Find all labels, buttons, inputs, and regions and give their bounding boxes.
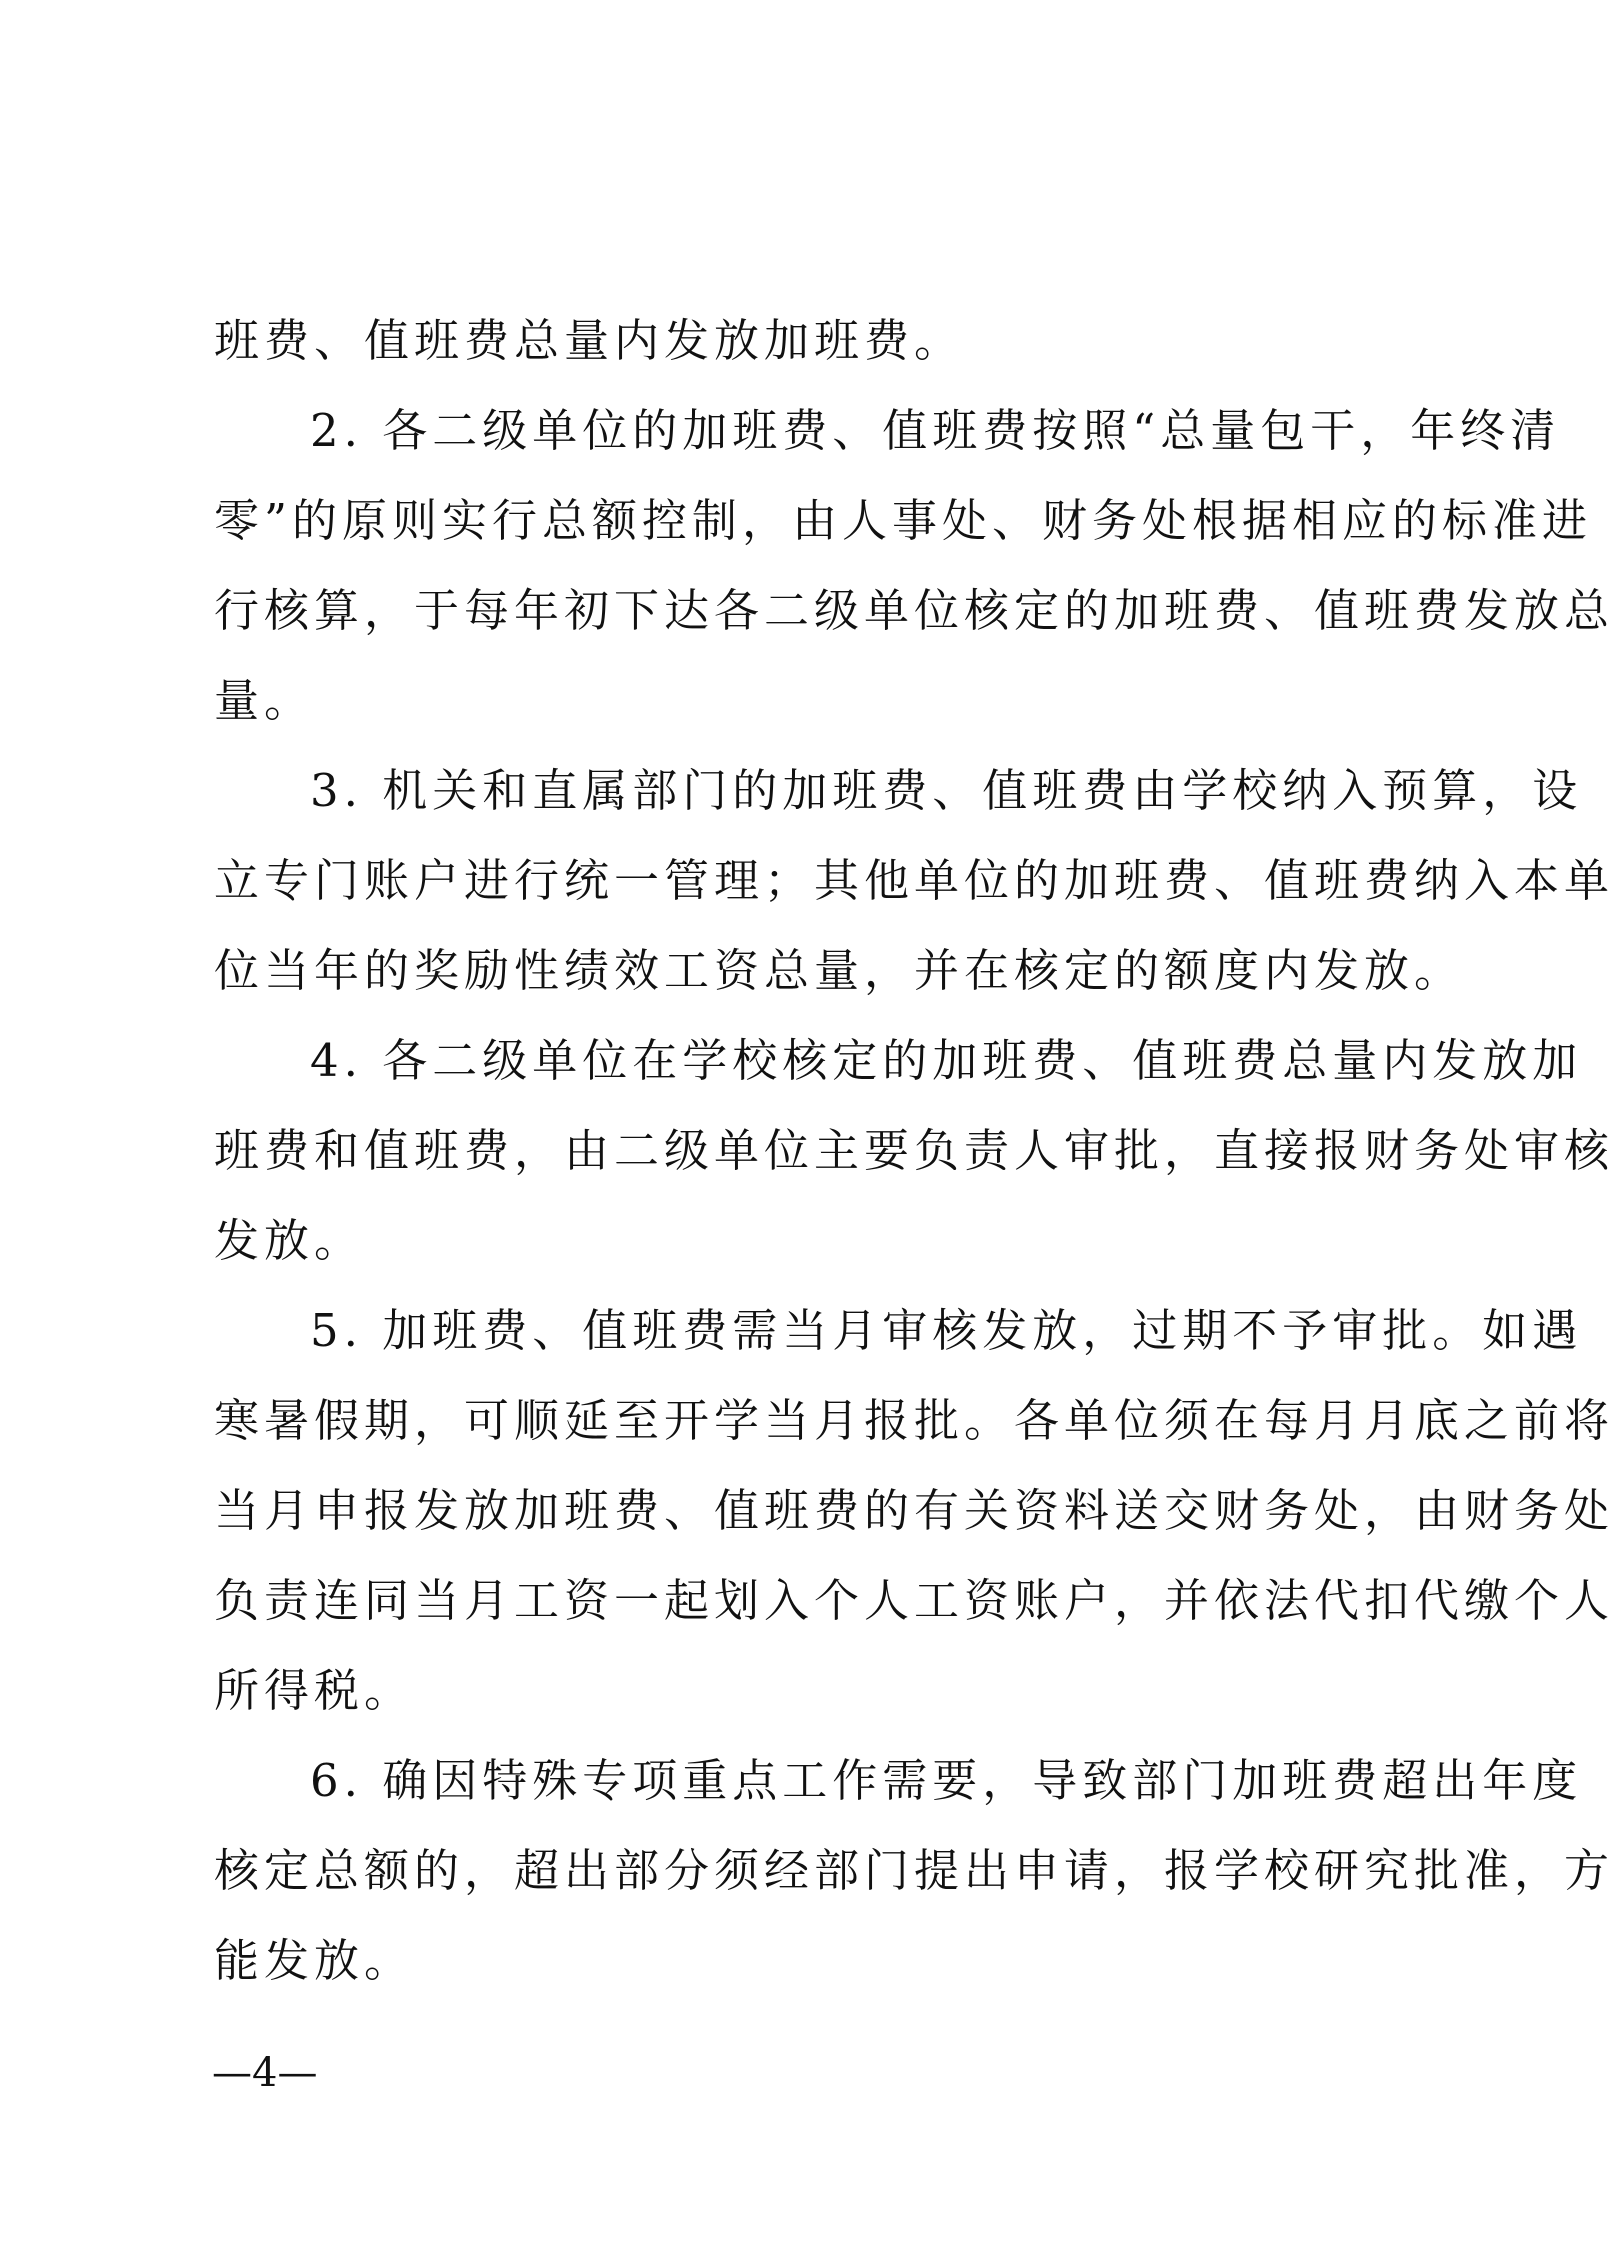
text-line: 寒暑假期，可顺延至开学当月报批。各单位须在每月月底之前将 <box>214 1394 1614 1447</box>
text-line: 核定总额的，超出部分须经部门提出申请，报学校研究批准，方 <box>214 1844 1614 1897</box>
text-line: 所得税。 <box>214 1664 415 1717</box>
text-line: 能发放。 <box>214 1934 415 1987</box>
text-line: 零”的原则实行总额控制，由人事处、财务处根据相应的标准进 <box>214 494 1593 547</box>
body-text <box>214 296 1614 2006</box>
page-number: —4— <box>212 2050 318 2096</box>
text-line-item-4: 4. 各二级单位在学校核定的加班费、值班费总量内发放加 <box>310 1034 1583 1087</box>
text-line: 当月申报发放加班费、值班费的有关资料送交财务处，由财务处 <box>214 1484 1614 1537</box>
text-line: 班费、值班费总量内发放加班费。 <box>214 314 965 367</box>
text-line: 位当年的奖励性绩效工资总量，并在核定的额度内发放。 <box>214 944 1465 997</box>
text-line-item-2: 2. 各二级单位的加班费、值班费按照“总量包干，年终清 <box>310 404 1561 457</box>
text-line: 负责连同当月工资一起划入个人工资账户，并依法代扣代缴个人 <box>214 1574 1614 1627</box>
text-line: 班费和值班费，由二级单位主要负责人审批，直接报财务处审核 <box>214 1124 1614 1177</box>
text-line: 发放。 <box>214 1214 365 1267</box>
text-line: 立专门账户进行统一管理；其他单位的加班费、值班费纳入本单 <box>214 854 1614 907</box>
text-line-item-5: 5. 加班费、值班费需当月审核发放，过期不予审批。如遇 <box>310 1304 1583 1357</box>
text-line-item-6: 6. 确因特殊专项重点工作需要，导致部门加班费超出年度 <box>310 1754 1583 1807</box>
text-line: 量。 <box>214 674 315 727</box>
text-line-item-3: 3. 机关和直属部门的加班费、值班费由学校纳入预算，设 <box>310 764 1583 817</box>
text-line: 行核算，于每年初下达各二级单位核定的加班费、值班费发放总 <box>214 584 1614 637</box>
